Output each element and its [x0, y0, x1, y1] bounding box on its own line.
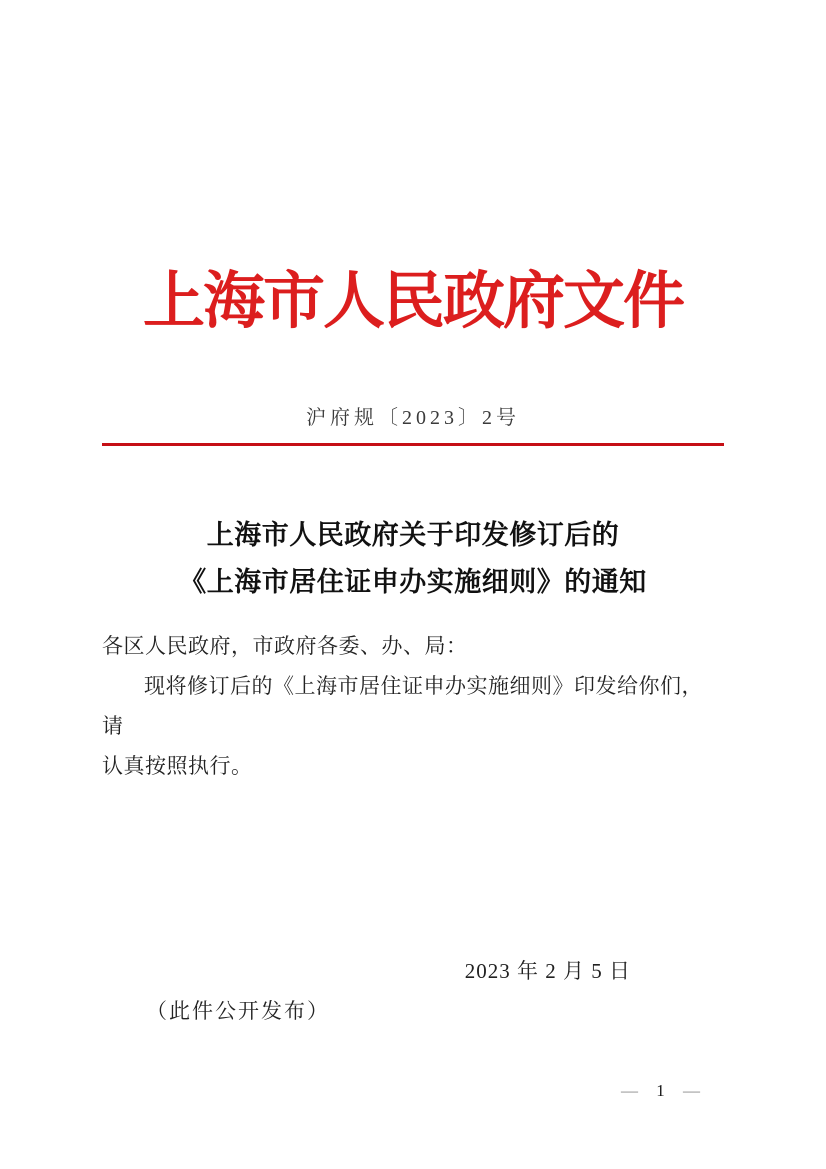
- page-number: [102, 1081, 724, 1101]
- document-content: [102, 266, 724, 1101]
- page-number-dash-left: —: [621, 1081, 638, 1100]
- page-number-value: 1: [656, 1081, 665, 1100]
- body-text-line-1: 现将修订后的《上海市居住证申办实施细则》印发给你们，请: [102, 674, 703, 738]
- document-title-line-1: 上海市人民政府关于印发修订后的: [206, 520, 620, 550]
- document-number: 沪府规〔2023〕2号: [306, 407, 520, 429]
- public-release-note: （此件公开发布）: [146, 999, 330, 1023]
- body-text-line-2: 认真按照执行。: [102, 754, 253, 778]
- page-number-dash-right: —: [683, 1081, 700, 1100]
- salutation-line: 各区人民政府，市政府各委、办、局：: [102, 634, 468, 658]
- red-masthead-title: 上海市人民政府文件: [142, 268, 683, 336]
- issue-date: 2023 年 2 月 5 日: [464, 959, 631, 983]
- document-title: [102, 512, 724, 606]
- document-title-line-2: 《上海市居住证申办实施细则》的通知: [179, 567, 647, 597]
- red-divider-rule: [102, 443, 724, 446]
